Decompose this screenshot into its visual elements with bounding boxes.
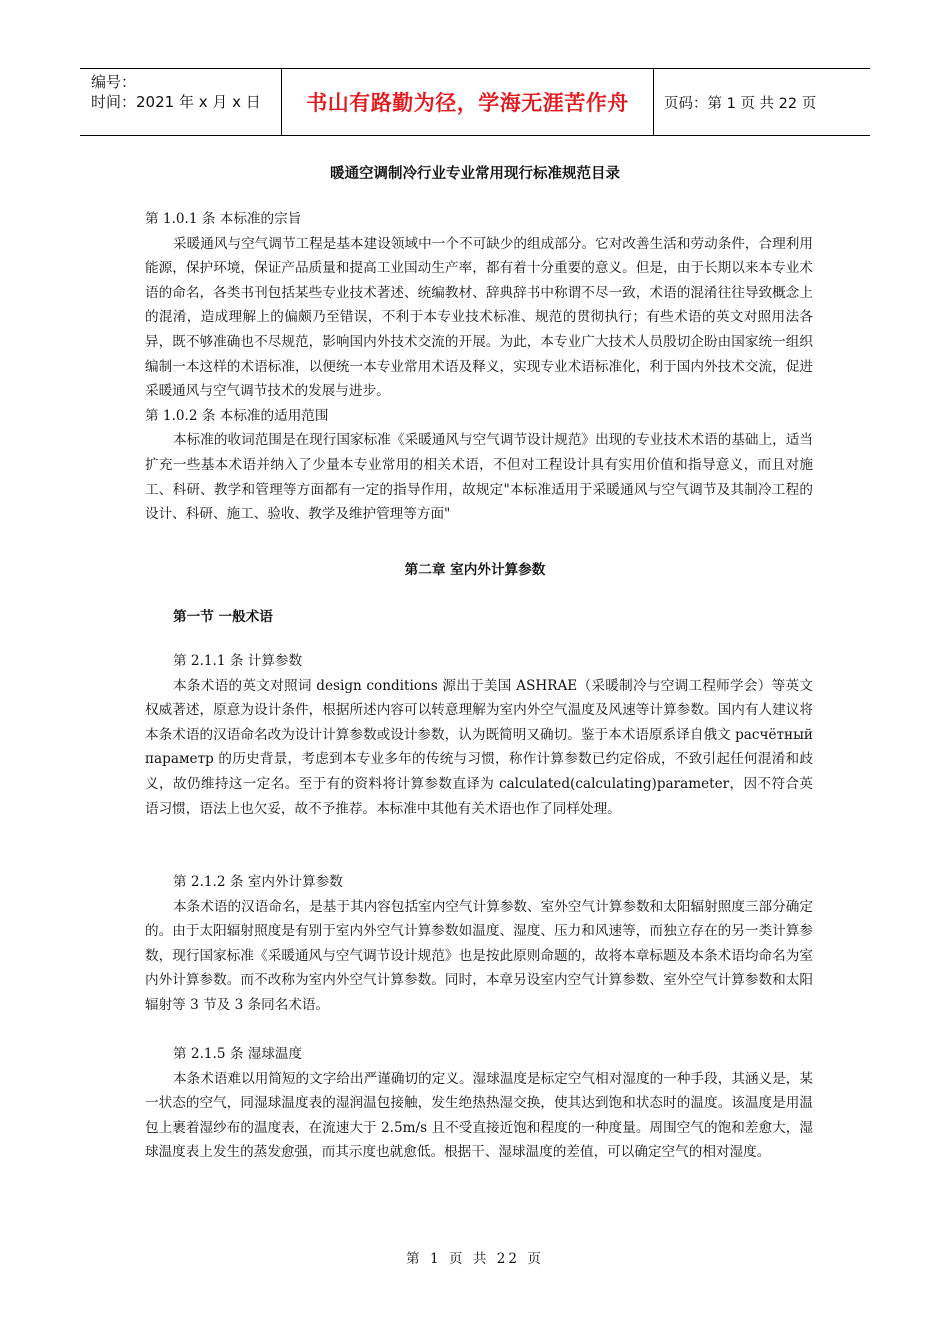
chapter-title: 第二章 室内外计算参数	[404, 562, 546, 578]
time-label: 时间：2021 年 x 月 x 日	[91, 93, 261, 111]
clause-2-1-2	[145, 870, 813, 1018]
clause-2-1-1	[145, 649, 813, 821]
clause-heading: 第 1.0.1 条 本标准的宗旨	[145, 211, 302, 227]
document-title: 暖通空调制冷行业专业常用现行标准规范目录	[330, 166, 620, 182]
clause-paragraph: 本条术语难以用简短的文字给出严谨确切的定义。湿球温度是标定空气相对湿度的一种手段，其涵义是，某一状态的空气，同湿球温度表的湿润温包接触，发生绝热热湿交换，使其达到饱和状态时的温度。该温度是用温包上裹着湿纱布的温度表，在流速大于 2.5m/s 且不受直接近饱和程度的一种度量。周围空气的饱和差愈大，湿球温度表上发生的蒸发愈强，而其示度也就愈低。根据干、湿球温度的差值，可以确定空气的相对湿度。	[145, 1070, 813, 1161]
header-motto-cell	[281, 69, 654, 135]
header-meta	[80, 69, 281, 135]
clause-heading: 第 2.1.1 条 计算参数	[173, 653, 303, 669]
section-title: 第一节 一般术语	[173, 609, 273, 625]
clause-paragraph: 本条术语的英文对照词 design conditions 源出于美国 ASHRAE（采暖制冷与空调工程师学会）等英文权威著述，原意为设计条件，根据所述内容可以转意理解为室内外空气温度及风速等计算参数。国内有人建议将本条术语的汉语命名改为设计计算参数或设计参数，认为既简明又确切。鉴于本术语原系译自俄文 расчётный параметр 的历史背景，考虑到本专业多年的传统与习惯，称作计算参数已约定俗成，不致引起任何混淆和歧义，故仍维持这一定名。至于有的资料将计算参数直译为 calculated(calculating)parameter，因不符合英语习惯，语法上也欠妥，故不予推荐。本标准中其他有关术语也作了同样处理。	[145, 677, 813, 817]
clause-heading: 第 1.0.2 条 本标准的适用范围	[145, 407, 329, 424]
page-header	[80, 68, 870, 136]
number-label: 编号：	[91, 73, 137, 91]
clause-heading: 第 2.1.2 条 室内外计算参数	[173, 874, 343, 890]
clause-heading: 第 2.1.5 条 湿球温度	[173, 1046, 303, 1062]
clause-1-0-1	[145, 207, 813, 527]
clause-paragraph: 采暖通风与空气调节工程是基本建设领域中一个不可缺少的组成部分。它对改善生活和劳动条件，合理利用能源，保护环境，保证产品质量和提高工业国动生产率，都有着十分重要的意义。但是，由于长期以来本专业术语的命名，各类书刊包括某些专业技术著述、统编教材、辞典辞书中称谓不尽一致，术语的混淆往往导致概念上的混淆，造成理解上的偏颇乃至错误，不利于本专业技术标准、规范的贯彻执行；有些术语的英文对照用法各异，既不够准确也不尽规范，影响国内外技术交流的开展。为此，本专业广大技术人员殷切企盼由国家统一组织编制一本这样的术语标准，以便统一本专业常用术语及释义，实现专业术语标准化，利于国内外技术交流，促进采暖通风与空气调节技术的发展与进步。	[145, 235, 813, 400]
clause-2-1-5	[145, 1042, 813, 1165]
motto-text: 书山有路勤为径，学海无涯苦作舟	[306, 91, 629, 115]
page-footer: 第 1 页 共 22 页	[406, 1251, 544, 1267]
clause-paragraph: 本标准的收词范围是在现行国家标准《采暖通风与空气调节设计规范》出现的专业技术术语的基础上，适当扩充一些基本术语并纳入了少量本专业常用的相关术语，不但对工程设计具有实用价值和指导意义，而且对施工、科研、教学和管理等方面都有一定的指导作用，故规定"本标准适用于采暖通风与空气调节及其制冷工程的设计、科研、施工、验收、教学及维护管理等方面"	[145, 432, 813, 523]
clause-paragraph: 本条术语的汉语命名，是基于其内容包括室内空气计算参数、室外空气计算参数和太阳辐射照度三部分确定的。由于太阳辐射照度是有别于室内外空气计算参数如温度、湿度、压力和风速等，而独立存在的另一类计算参数，现行国家标准《采暖通风与空气调节设计规范》也是按此原则命题的，故将本章标题及本条术语均命名为室内外计算参数。而不改称为室内外空气计算参数。同时，本章另设室内空气计算参数、室外空气计算参数和太阳辐射等 3 节及 3 条同名术语。	[145, 898, 813, 1013]
header-page-cell	[654, 69, 870, 135]
page-info: 页码：第 1 页 共 22 页	[664, 95, 817, 112]
